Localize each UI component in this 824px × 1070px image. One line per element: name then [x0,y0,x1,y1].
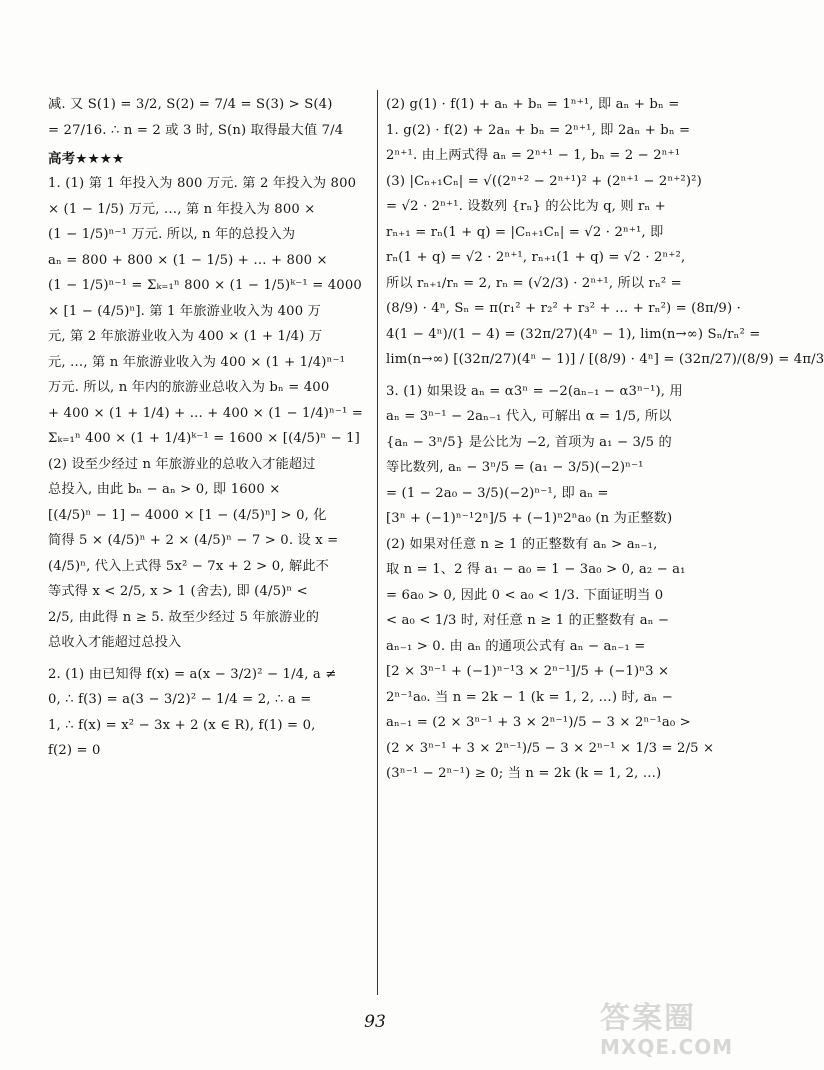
left-text-line: (4/5)ⁿ, 代入上式得 5x² − 7x + 2 > 0, 解此不 [48,558,329,574]
left-text-line: = 27/16. ∴ n = 2 或 3 时, S(n) 取得最大值 7/4 [48,122,344,138]
left-text-line: (1 − 1/5)ⁿ⁻¹ = Σₖ₌₁ⁿ 800 × (1 − 1/5)ᵏ⁻¹ = 4000 [48,278,362,293]
right-text-line: (8/9) · 4ⁿ, Sₙ = π(r₁² + r₂² + r₃² + … + rₙ²) = (8π/9) · [386,301,741,316]
left-text-line: 元, 第 2 年旅游业收入为 400 × (1 + 1/4) 万 [48,329,323,344]
left-text-line: [(4/5)ⁿ − 1] − 4000 × [1 − (4/5)ⁿ] > 0, 化 [48,507,327,523]
left-text-line: 1, ∴ f(x) = x² − 3x + 2 (x ∈ R), f(1) = 0, [48,717,316,733]
right-text-line: rₙ₊₁ = rₙ(1 + q) = |Cₙ₊₁Cₙ| = √2 · 2ⁿ⁺¹, 即 [386,224,664,240]
watermark-text-top: 答案圈 [600,1001,696,1036]
left-column [48,92,368,764]
right-text-line: 2ⁿ⁺¹. 由上两式得 aₙ = 2ⁿ⁺¹ − 1, bₙ = 2 − 2ⁿ⁺¹ [386,148,681,163]
right-text-line: aₙ₋₁ > 0. 由 aₙ 的通项公式有 aₙ − aₙ₋₁ = [386,638,646,654]
left-text-line: 元, …, 第 n 年旅游业收入为 400 × (1 + 1/4)ⁿ⁻¹ [48,354,346,370]
right-text-line: 1. g(2) · f(2) + 2aₙ + bₙ = 2ⁿ⁺¹, 即 2aₙ + bₙ = [386,122,691,138]
left-text-line: 2. (1) 由已知得 f(x) = a(x − 3/2)² − 1/4, a ≠ [48,666,337,682]
right-text-line: 3. (1) 如果设 aₙ = α3ⁿ = −2(aₙ₋₁ − α3ⁿ⁻¹), 用 [386,383,683,399]
right-text-line: = √2 · 2ⁿ⁺¹. 设数列 {rₙ} 的公比为 q, 则 rₙ + [386,199,666,214]
right-text-line: aₙ₋₁ = (2 × 3ⁿ⁻¹ + 3 × 2ⁿ⁻¹)/5 − 3 × 2ⁿ⁻¹a₀ > [386,715,691,730]
left-text-line: × [1 − (4/5)ⁿ]. 第 1 年旅游业收入为 400 万 [48,303,321,319]
left-text-line: 总投入, 由此 bₙ − aₙ > 0, 即 1600 × [48,482,281,497]
right-text-line: = (1 − 2a₀ − 3/5)(−2)ⁿ⁻¹, 即 aₙ = [386,485,609,501]
left-text-line: 1. (1) 第 1 年投入为 800 万元. 第 2 年投入为 800 [48,176,357,191]
left-text-line: Σₖ₌₁ⁿ 400 × (1 + 1/4)ᵏ⁻¹ = 1600 × [(4/5)ⁿ − 1] [48,431,360,446]
left-text-line: f(2) = 0 [48,743,101,758]
left-text-line: (2) 设至少经过 n 年旅游业的总收入才能超过 [48,456,316,472]
right-text-line: (3) |Cₙ₊₁Cₙ| = √((2ⁿ⁺² − 2ⁿ⁺¹)² + (2ⁿ⁺¹ − 2ⁿ⁺²)²) [386,173,702,189]
left-text-line: 万元. 所以, n 年内的旅游业总收入为 bₙ = 400 [48,380,330,395]
right-text-line: aₙ = 3ⁿ⁻¹ − 2aₙ₋₁ 代入, 可解出 α = 1/5, 所以 [386,409,672,424]
right-text-line: {aₙ − 3ⁿ/5} 是公比为 −2, 首项为 a₁ − 3/5 的 [386,434,672,450]
right-text-line: 所以 rₙ₊₁/rₙ = 2, rₙ = (√2/3) · 2ⁿ⁺¹, 所以 rₙ² = [386,275,682,291]
right-text-line: 4(1 − 4ⁿ)/(1 − 4) = (32π/27)(4ⁿ − 1), lim(n→∞) Sₙ/rₙ² = [386,326,761,342]
right-text-line: rₙ(1 + q) = √2 · 2ⁿ⁺¹, rₙ₊₁(1 + q) = √2 · 2ⁿ⁺², [386,250,686,265]
right-text-line: < a₀ < 1/3 时, 对任意 n ≥ 1 的正整数有 aₙ − [386,613,670,628]
right-text-line: (2 × 3ⁿ⁻¹ + 3 × 2ⁿ⁻¹)/5 − 3 × 2ⁿ⁻¹ × 1/3 = 2/5 × [386,740,715,756]
left-text-line: 2/5, 由此得 n ≥ 5. 故至少经过 5 年旅游业的 [48,609,320,625]
left-text-line: 等式得 x < 2/5, x > 1 (舍去), 即 (4/5)ⁿ < [48,584,308,599]
right-text-line: 取 n = 1、2 得 a₁ − a₀ = 1 − 3a₀ > 0, a₂ − a₁ [386,562,686,577]
left-text-line: aₙ = 800 + 800 × (1 − 1/5) + … + 800 × [48,252,328,268]
left-text-line: 简得 5 × (4/5)ⁿ + 2 × (4/5)ⁿ − 7 > 0. 设 x = [48,533,339,548]
page-number: 93 [364,1012,386,1032]
watermark-text-bottom: MXQE.COM [600,1035,734,1059]
right-text-line: = 6a₀ > 0, 因此 0 < a₀ < 1/3. 下面证明当 0 [386,587,664,603]
right-text-line: 等比数列, aₙ − 3ⁿ/5 = (a₁ − 3/5)(−2)ⁿ⁻¹ [386,460,644,475]
right-text-line: (2) g(1) · f(1) + aₙ + bₙ = 1ⁿ⁺¹, 即 aₙ + bₙ = [386,97,680,112]
right-text-line: (2) 如果对任意 n ≥ 1 的正整数有 aₙ > aₙ₋₁, [386,536,658,552]
right-text-line: [3ⁿ + (−1)ⁿ⁻¹2ⁿ]/5 + (−1)ⁿ2ⁿa₀ (n 为正整数) [386,511,673,526]
left-text-line: (1 − 1/5)ⁿ⁻¹ 万元. 所以, n 年的总投入为 [48,227,296,242]
left-text-line: 总收入才能超过总投入 [48,635,182,650]
left-text-line: 0, ∴ f(3) = a(3 − 3/2)² − 1/4 = 2, ∴ a = [48,692,312,707]
section-heading: 高考★★★★ [48,151,125,167]
right-text-line: [2 × 3ⁿ⁻¹ + (−1)ⁿ⁻¹3 × 2ⁿ⁻¹]/5 + (−1)ⁿ3 × [386,664,670,679]
left-text-line: + 400 × (1 + 1/4) + … + 400 × (1 − 1/4)ⁿ⁻¹ = [48,405,363,421]
right-text-line: lim(n→∞) [(32π/27)(4ⁿ − 1)] / [(8/9) · 4ⁿ] = (32π/27)/(8/9) = 4π/3 [386,352,824,367]
right-text-line: 2ⁿ⁻¹a₀. 当 n = 2k − 1 (k = 1, 2, …) 时, aₙ − [386,689,673,705]
column-divider [377,90,378,995]
right-text-line: (3ⁿ⁻¹ − 2ⁿ⁻¹) ≥ 0; 当 n = 2k (k = 1, 2, …) [386,766,662,781]
right-column [386,92,824,787]
watermark-logo [600,1002,740,1064]
left-text-line: 减. 又 S(1) = 3/2, S(2) = 7/4 = S(3) > S(4) [48,97,333,112]
left-text-line: × (1 − 1/5) 万元, …, 第 n 年投入为 800 × [48,201,316,217]
